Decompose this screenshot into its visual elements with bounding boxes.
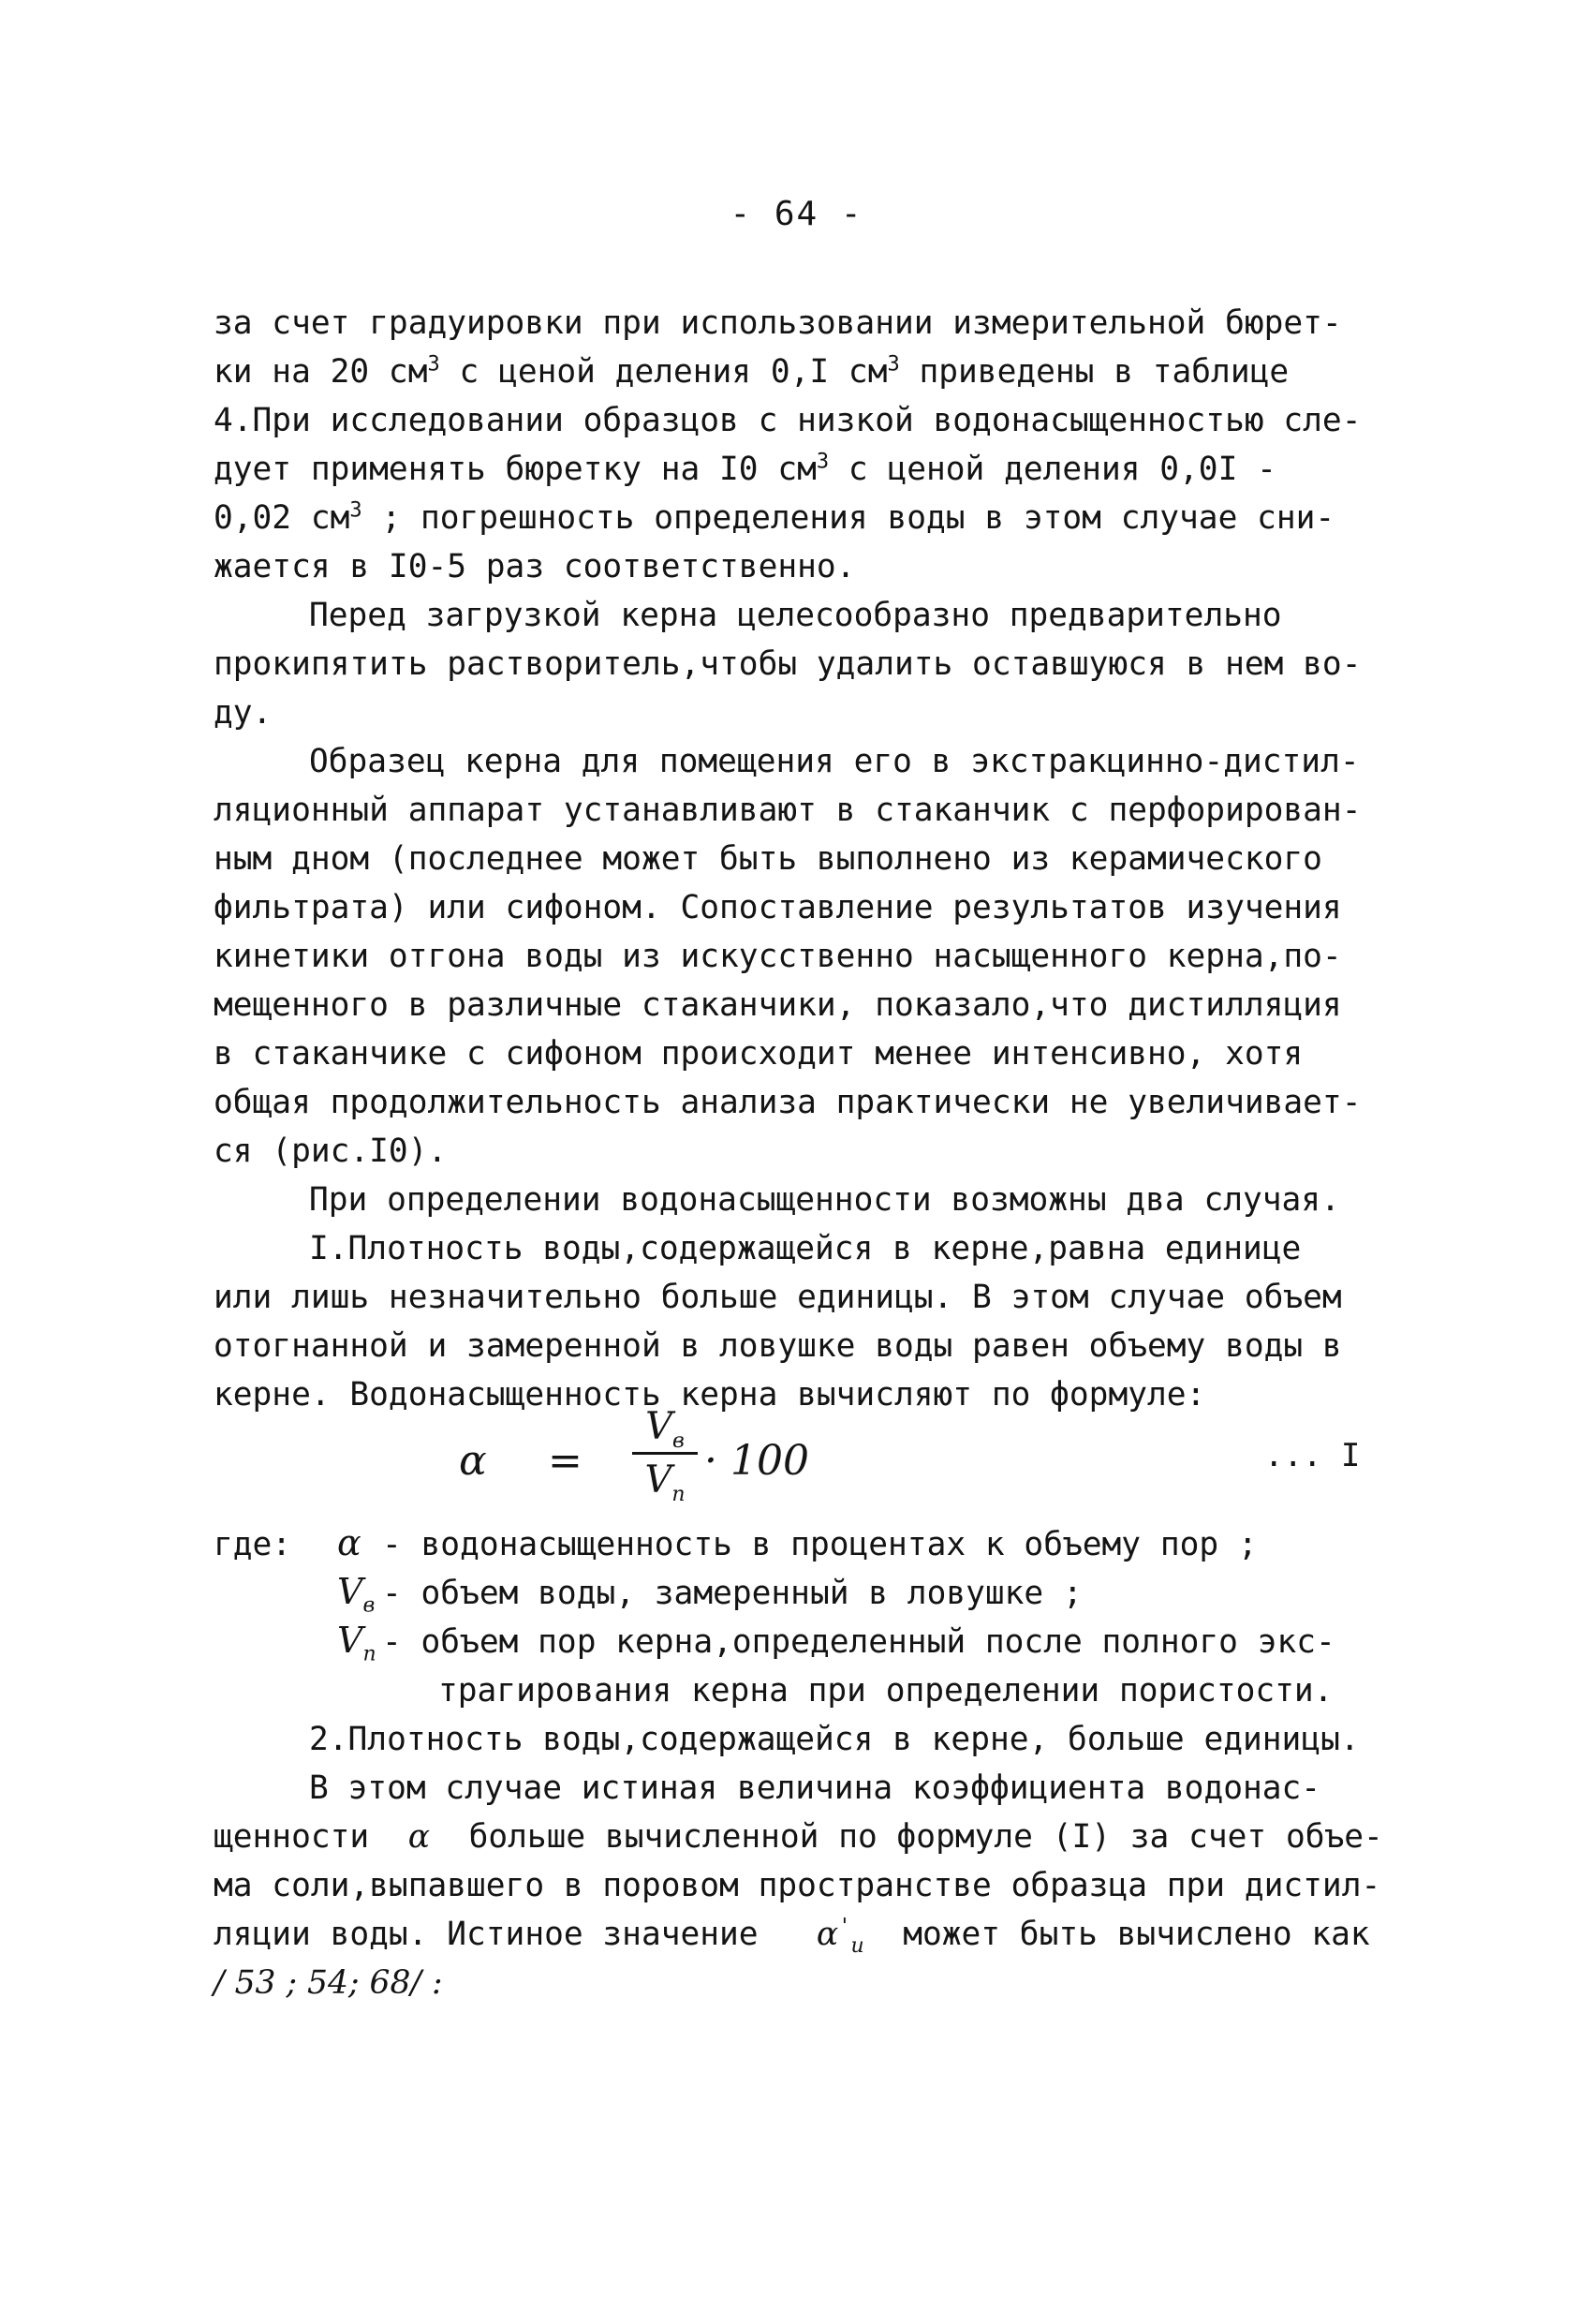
text-line: ляционный аппарат устанавливают в стаканчик с перфорирован- [214, 792, 1362, 829]
text-line: мещенного в различные стаканчики, показало,что дистилляция [214, 986, 1342, 1024]
reference-list: / 53 ; 54; 68/ : [214, 1964, 443, 2002]
text-line: ся (рис.I0). [214, 1132, 448, 1170]
formula-fraction [632, 1405, 698, 1506]
text-line: дует применять бюретку на I0 $см^3$ с ценой деления 0,0I - [214, 450, 1276, 488]
legend-vp-symbol: $V_п$ [337, 1620, 376, 1666]
formula-denominator: $V_п$ [644, 1458, 686, 1506]
text-line: 4.При исследовании образцов с низкой водонасыщенностью сле- [214, 402, 1362, 439]
text-line: 0,02 $см^3$ ; погрешность определения воды в этом случае сни- [214, 498, 1335, 537]
text-line: керне. Водонасыщенность керна вычисляют по формуле: [214, 1376, 1206, 1414]
text-line: ным дном (последнее может быть выполнено из керамического [214, 840, 1322, 878]
text-line: прокипятить растворитель,чтобы удалить оставшуюся в нем во- [214, 645, 1362, 683]
text-line: фильтрата) или сифоном. Сопоставление результатов изучения [214, 889, 1342, 926]
legend-alpha-symbol: α [337, 1522, 361, 1563]
formula-numerator: $V_в$ [645, 1405, 685, 1453]
text-line: 2.Плотность воды,содержащейся в керне, больше единицы. [309, 1721, 1360, 1758]
legend-vv-text: - объем воды, замеренный в ловушке ; [382, 1575, 1083, 1612]
legend-where: где: [214, 1526, 292, 1563]
text-line: в стаканчике с сифоном происходит менее интенсивно, хотя [214, 1035, 1304, 1073]
text-line: кинетики отгона воды из искусственно насыщенного керна,по- [214, 938, 1342, 975]
legend-vp-text: - объем пор керна,определенный после полного экс- [382, 1623, 1335, 1661]
text-line: При определении водонасыщенности возможны два случая. [309, 1181, 1340, 1219]
text-line: ду. [214, 694, 273, 732]
text-line: Перед загрузкой керна целесообразно предварительно [309, 597, 1282, 634]
text-line: отогнанной и замеренной в ловушке воды равен объему воды в [214, 1327, 1342, 1365]
legend-alpha-text: - водонасыщенность в процентах к объему пор ; [382, 1526, 1258, 1563]
text-line: ки на 20 $см^3$ с ценой деления 0,I $см^3$ приведены в таблице [214, 352, 1290, 391]
text-line: или лишь незначительно больше единицы. В этом случае объем [214, 1279, 1342, 1316]
text-line: общая продолжительность анализа практически не увеличивает- [214, 1084, 1362, 1121]
text-line: щенности α больше вычисленной по формуле (I) за счет объе- [214, 1818, 1383, 1856]
legend-vp-text-cont: трагирования керна при определении пористости. [438, 1672, 1334, 1710]
fraction-bar [632, 1452, 698, 1455]
equation-number: ... I [1264, 1437, 1361, 1474]
page-number: - 64 - [730, 195, 863, 233]
text-line: ляции воды. Истиное значение $\alpha'_и$ может быть вычислено как [214, 1915, 1370, 1958]
formula-alpha: α [459, 1437, 487, 1485]
text-line: Образец керна для помещения его в экстракцинно-дистил- [309, 743, 1360, 780]
text-line: В этом случае истиная величина коэффициента водонас- [309, 1769, 1321, 1807]
formula [459, 1405, 1395, 1517]
text-line: жается в I0-5 раз соответственно. [214, 548, 856, 585]
formula-equals: = [548, 1437, 583, 1485]
text-line: ма соли,выпавшего в поровом пространстве образца при дистил- [214, 1867, 1381, 1904]
text-line: за счет градуировки при использовании измерительной бюрет- [214, 304, 1342, 342]
legend-vv-symbol: $V_в$ [337, 1571, 376, 1618]
text-line: I.Плотность воды,содержащейся в керне,равна единице [309, 1230, 1302, 1267]
formula-multiplier: · 100 [704, 1437, 809, 1485]
